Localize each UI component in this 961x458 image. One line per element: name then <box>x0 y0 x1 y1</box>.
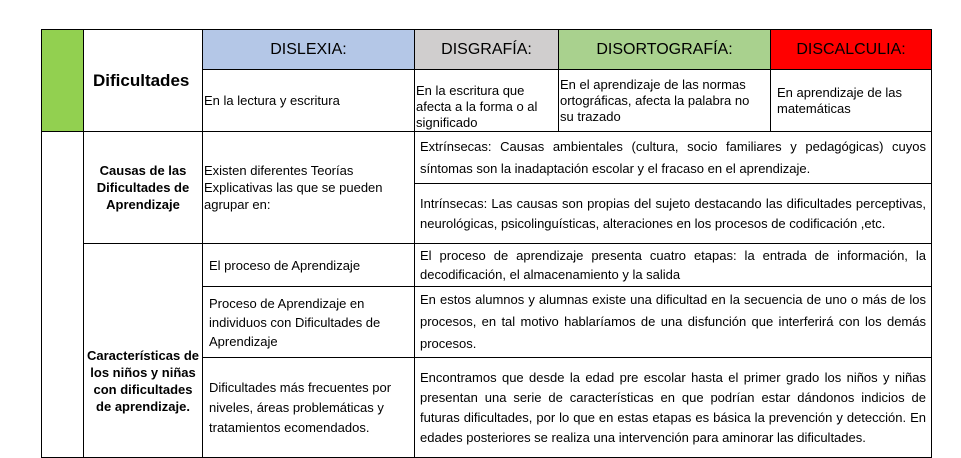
header-discalculia: DISCALCULIA: <box>771 30 932 70</box>
causas-intro: Existen diferentes Teorías Explicativas las que se pueden agrupar en: <box>203 132 415 244</box>
dislexia-description: En la lectura y escritura <box>203 70 415 132</box>
caracteristicas-label: Características de los niños y niñas con dificultades de aprendizaje. <box>84 244 203 458</box>
dificultades-table <box>41 29 932 458</box>
proceso-aprendizaje-text: El proceso de aprendizaje presenta cuatro etapas: la entrada de información, la decodificación, el almacenamiento y la salida <box>415 244 932 287</box>
disgrafia-description: En la escritura que afecta a la forma o al significado <box>415 70 559 132</box>
discalculia-description: En aprendizaje de las matemáticas <box>771 70 932 132</box>
disortografia-description: En el aprendizaje de las normas ortográficas, afecta la palabra no su trazado <box>559 70 771 132</box>
header-disortografia: DISORTOGRAFÍA: <box>559 30 771 70</box>
header-dislexia: DISLEXIA: <box>203 30 415 70</box>
dificultades-frecuentes-text: Encontramos que desde la edad pre escolar hasta el primer grado los niños y niñas presentan una serie de características en que podrían estar dándonos indicios de futuras dificultades, por lo que en estas etapas es básica la prevención y detección. En edades posteriores se realiza una intervención para aminorar las dificultades. <box>415 358 932 458</box>
header-disgrafia: DISGRAFÍA: <box>415 30 559 70</box>
dificultades-frecuentes-topic: Dificultades más frecuentes por niveles, áreas problemáticas y tratamientos ecomendados. <box>203 358 415 458</box>
left-empty-column <box>42 132 84 458</box>
causas-intrinsecas: Intrínsecas: Las causas son propias del sujeto destacando las dificultades perceptivas, neurológicas, psicolinguísticas, alteraciones en los procesos de codificación ,etc. <box>415 184 932 244</box>
causas-extrinsecas: Extrínsecas: Causas ambientales (cultura, socio familiares y pedagógicas) cuyos síntomas son la inadaptación escolar y el fracaso en el aprendizaje. <box>415 132 932 184</box>
causas-label: Causas de las Dificultades de Aprendizaje <box>84 132 203 244</box>
green-stripe <box>42 30 84 132</box>
dificultades-title: Dificultades <box>84 30 203 132</box>
proceso-dificultades-text: En estos alumnos y alumnas existe una dificultad en la secuencia de uno o más de los procesos, en tal motivo hablaríamos de una disfunción que interferirá con los demás procesos. <box>415 287 932 358</box>
proceso-aprendizaje-topic: El proceso de Aprendizaje <box>203 244 415 287</box>
proceso-dificultades-topic: Proceso de Aprendizaje en individuos con Dificultades de Aprendizaje <box>203 287 415 358</box>
